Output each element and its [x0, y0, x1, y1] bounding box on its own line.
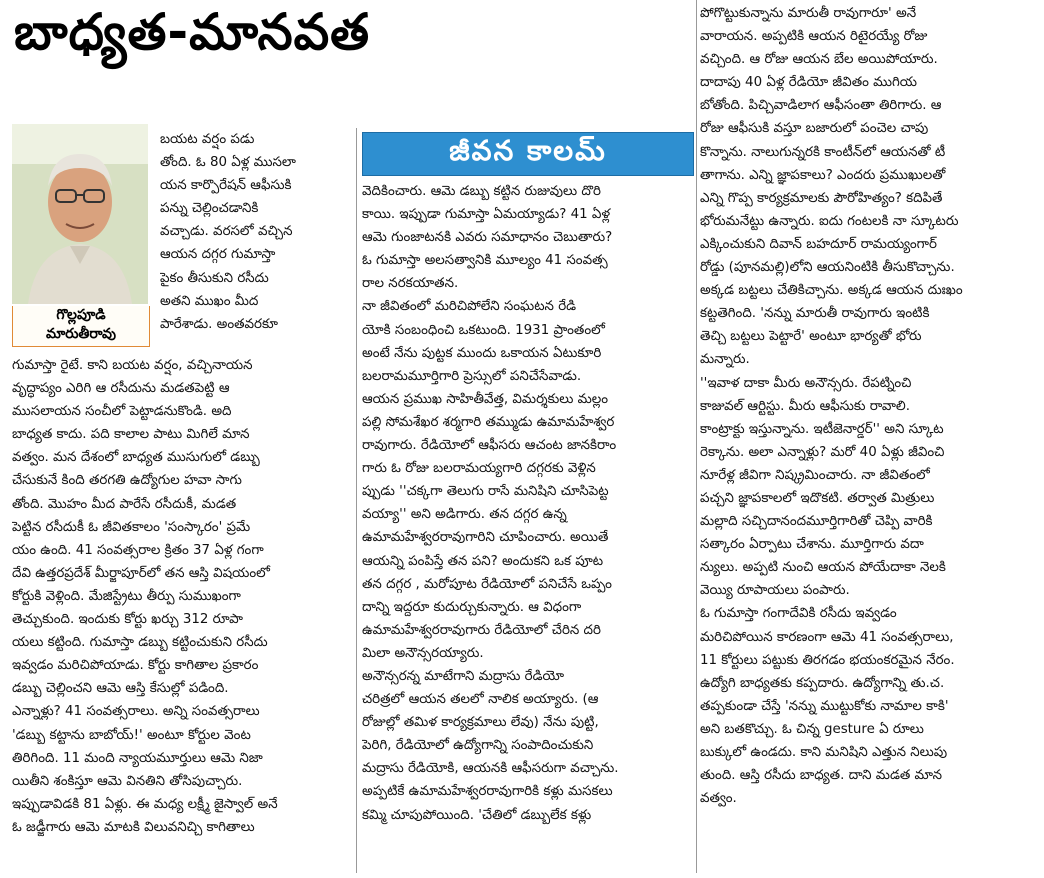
text-line: వెయ్యి రూపాయలు పంపారు. — [700, 583, 850, 599]
author-portrait — [12, 124, 148, 346]
author-caption — [12, 306, 150, 347]
text-line: యలు కట్టింది. గుమాస్తా డబ్బు కట్టించుకుని రసీదు — [12, 635, 268, 651]
column-name-badge — [362, 132, 694, 176]
text-line: యితీని శంకిస్తూ ఆమె వినతిని తోసిపుచ్చారు. — [12, 773, 243, 789]
text-line: నా జీవితంలో మరిచిపోలేని సంఘటన రేడి — [362, 299, 577, 315]
text-line: అనౌన్సరన్న మాటేగాని మద్రాసు రేడియో — [362, 668, 565, 684]
text-line: 11 కోర్టులు పట్టుకు తిరగడం భయంకరమైన నేరం. — [700, 652, 955, 668]
text-line: అక్కడ బట్టలు చేతికిచ్చాను. అక్కడ ఆయన దుఃఖం — [700, 283, 963, 299]
text-line: తన దగ్గర , మరోపూట రేడియోలో పనిచేసే ఒప్పం — [362, 576, 612, 592]
text-line: తోంది. ఓ 80 ఏళ్ల ముసలా — [160, 155, 296, 171]
text-line: రావుగారు. రేడియోలో ఆఫీసరు ఆచంట జానకిరాం — [362, 438, 617, 454]
text-line: ఉమామహేశ్వరరావుగారు రేడియోలో చేరిన దరి — [362, 622, 601, 638]
text-line: పెట్టిన రసీదుకీ ఓ జీవితకాలం 'సంస్కారం' ప్రమే — [12, 519, 251, 535]
text-line: తాగాను. ఎన్ని జ్ఞాపకాలు? ఎందరు ప్రముఖులతో — [700, 167, 946, 183]
text-line: వెదికించారు. ఆమె డబ్బు కట్టిన రుజువులు దొరి — [362, 184, 601, 199]
text-line: ఉద్యోగి బాధ్యతకు కప్పదారు. ఉద్యోగాన్ని తు.చ. — [700, 675, 945, 691]
article-headline: బాధ్యత-మానవత — [14, 3, 371, 61]
column-divider-1 — [356, 128, 357, 873]
body-column-2 — [362, 180, 692, 827]
text-line: సత్కారం ఏర్పాటు చేశాను. మూర్తిగారు వదా — [700, 537, 924, 553]
text-line: వయ్యా'' అని అడిగారు. తన దగ్గర ఉన్న — [362, 507, 567, 523]
text-line: తుంది. ఆస్తి రసీదు బాధ్యత. దాని మడత మాన — [700, 768, 942, 784]
text-line: కట్టతెగింది. 'నన్ను మారుతీ రావుగారు ఇంటికి — [700, 306, 930, 322]
author-photo-illustration — [12, 124, 148, 304]
text-line: యోకి సంబంధించి ఒకటుంది. 1931 ప్రాంతంలో — [362, 322, 605, 338]
body-column-3 — [700, 2, 1032, 810]
body-column-1-top — [160, 128, 352, 336]
text-line: వత్వం. — [700, 791, 737, 807]
text-line: దేవి ఉత్తరప్రదేశ్ మీర్జాపూర్‌లో తన ఆస్తి విషయంలో — [12, 565, 270, 581]
text-line: కాంట్రాక్టు ఇస్తున్నాను. ఇటీజెనార్డర్'' అని స్కూట — [700, 421, 944, 437]
text-line: రోజుల్లో తమిళ కార్యక్రమాలు లేవు) నేను పుట్టి, — [362, 715, 599, 731]
author-photo — [12, 124, 148, 304]
text-line: కమ్మి చూపుపోయింది. 'చేతిలో డబ్బులేక కళ్లు — [362, 807, 592, 823]
text-line: పల్లి సోమశేఖర శర్మగారి తమ్ముడు ఉమామహేశ్వర — [362, 414, 615, 430]
text-line: తోంది. మొహం మీద పారేసే రసీదుకీ, మడత — [12, 496, 237, 512]
text-line: ఇప్పుడావిడకి 81 ఏళ్లు. ఈ మధ్య లక్ష్మీ జైస్వాల్ అనే — [12, 796, 278, 812]
text-line: తిరిగింది. 11 మంది న్యాయమూర్తులు ఆమె నిజా — [12, 750, 263, 766]
text-line: యన కార్పొరేషన్ ఆఫీసుకి — [160, 178, 292, 194]
text-line: రాల నరకయాతన. — [362, 276, 459, 292]
text-line: పెరిగి, రేడియోలో ఉద్యోగాన్ని సంపాదించుకుని — [362, 738, 594, 754]
text-line: బోతోంది. పిచ్చివాడిలాగ ఆఫీసంతా తిరిగారు. ఆ — [700, 98, 942, 114]
text-line: పోగొట్టుకున్నాను మారుతీ రావుగారూ' అనే — [700, 6, 917, 21]
text-line: ప్పుడు ''చక్కగా తెలుగు రాసే మనిషిని చూసిపెట్ట — [362, 484, 609, 500]
text-line: వృద్ధాప్యం ఎరిగి ఆ రసీదును మడతపెట్టి ఆ — [12, 381, 230, 397]
text-line: రెక్కాను. అలా ఎన్నాళ్లు? మరో 40 ఏళ్లు జీవించి — [700, 444, 945, 460]
text-line: ఇవ్వడం మరిచిపోయాడు. కోర్టు కాగితాల ప్రకారం — [12, 658, 259, 674]
body-column-1-bottom — [12, 354, 352, 839]
text-line: వత్వం. మన దేశంలో బాధ్యత ముసుగులో డబ్బు — [12, 450, 260, 466]
text-line: పైకం తీసుకుని రసీదు — [160, 270, 269, 286]
text-line: అప్పటికే ఉమామహేశ్వరరావుగారికి కళ్లు మసకలు — [362, 784, 613, 800]
text-line: అని బతకొచ్చు. ఓ చిన్న gesture ఏ రూలు — [700, 721, 924, 737]
text-line: బలరామమూర్తిగారి ప్రెస్సులో పనిచేసేవాడు. — [362, 368, 582, 384]
column-name: జీవన కాలమ్ — [449, 134, 607, 167]
text-line: అతని ముఖం మీద — [160, 293, 259, 309]
text-line: మన్నారు. — [700, 352, 750, 368]
text-line: ఆమె గుంజాటనకి ఎవరు సమాధానం చెబుతారు? — [362, 230, 613, 246]
text-line: అంటే నేను పుట్టక ముందు ఒకాయన ఏటుకూరి — [362, 345, 602, 361]
text-line: మరిచిపోయిన కారణంగా ఆమె 41 సంవత్సరాలు, — [700, 629, 954, 645]
text-line: ఎక్కించుకుని దివాన్ బహదూర్ రామయ్యంగార్ — [700, 236, 937, 252]
text-line: వచ్చింది. ఆ రోజు ఆయన బేల అయిపోయారు. — [700, 52, 938, 68]
text-line: ఓ గుమాస్తా గంగాదేవికి రసీదు ఇవ్వడం — [700, 606, 897, 622]
text-line: న్యులు. అప్పటి నుంచి ఆయన పోయేదాకా నెలకి — [700, 560, 946, 576]
text-line: ఆయన ప్రముఖ సాహితీవేత్త, విమర్శకులు మల్లం — [362, 391, 609, 407]
text-line: మల్లాది సచ్చిదానందమూర్తిగారితో చెప్పి వారికి — [700, 514, 933, 530]
text-line: ఎన్ని గొప్ప కార్యక్రమాలకు పౌరోహిత్యం? కదిపితే — [700, 190, 943, 206]
text-line: కాయి. ఇప్పుడా గుమాస్తా ఏమయ్యాడు? 41 ఏళ్ల — [362, 207, 611, 223]
text-line: కాజువల్ ఆర్టిస్టు. మీరు ఆఫీసుకు రావాలి. — [700, 398, 910, 414]
text-line: కొన్నాను. నాలుగున్నరకి కాంటీన్‌లో ఆయనతో టీ — [700, 144, 946, 160]
author-name-line1: గొల్లపూడి — [56, 307, 106, 323]
text-line: నూరేళ్ల జీవిగా నిష్క్రమించారు. నా జీవితంలో — [700, 467, 930, 483]
text-line: వారాయన. అప్పటికి ఆయన రిటైరయ్యే రోజు — [700, 29, 928, 45]
text-line: ఆయన్ని పంపిస్తే తన పని? అందుకని ఒక పూట — [362, 553, 604, 569]
text-line: పచ్చని జ్ఞాపకాలలో ఇదొకటి. తర్వాత మిత్రులు — [700, 490, 935, 506]
text-line: ''ఇవాళ దాకా మీరు అనౌన్సరు. రేపట్నించి — [700, 375, 912, 391]
text-line: కోర్టుకి వెళ్లింది. మేజిస్ట్రేటు తీర్పు సుముఖంగా — [12, 588, 241, 604]
text-line: వచ్చాడు. వరసలో వచ్చిన — [160, 224, 293, 240]
text-line: మద్రాసు రేడియోకి, ఆయనకి ఆఫీసరుగా వచ్చాను. — [362, 761, 619, 777]
text-line: చేసుకునే కింది తరగతి ఉద్యోగుల హవా సాగు — [12, 473, 242, 489]
text-line: దాన్ని ఇద్దరూ కుదుర్చుకున్నారు. ఆ విధంగా — [362, 599, 582, 615]
text-line: డబ్బు చెల్లించని ఆమె ఆస్తి కేసుల్లో పడింది. — [12, 681, 229, 697]
text-line: బాధ్యత కాదు. పది కాలాల పాటు మిగిలే మాన — [12, 427, 250, 443]
text-line: తెచ్చుకుంది. ఇందుకు కోర్టు ఖర్చు 312 రూపా — [12, 612, 243, 628]
author-name-line2: మారుతీరావు — [45, 326, 117, 342]
text-line: గుమాస్తా రైటే. కాని బయట వర్షం, వచ్చినాయన — [12, 358, 253, 373]
text-line: భోరుమనేట్టు ఉన్నారు. ఐదు గంటలకి నా స్కూటరు — [700, 213, 959, 229]
text-line: చరిత్రలో ఆయన తలలో నాలిక అయ్యారు. (ఆ — [362, 692, 599, 708]
text-line: ఓ జడ్జీగారు ఆమె మాటకి విలువనిచ్చి కాగితాలు — [12, 819, 255, 835]
text-line: పన్ను చెల్లించడానికి — [160, 201, 259, 217]
text-line: బుక్కులో ఉండదు. కాని మనిషిని ఎత్తున నిలుపు — [700, 745, 948, 760]
text-line: మిలా అనౌన్సరయ్యారు. — [362, 645, 484, 661]
text-line: తప్పకుండా చేస్తే 'నన్ను ముట్టుకోకు నామాల కాకి' — [700, 698, 949, 714]
text-line: బయట వర్షం పడు — [160, 132, 255, 147]
text-line: పారేశాడు. అంతవరకూ — [160, 316, 278, 332]
text-line: దాదాపు 40 ఏళ్ల రేడియో జీవితం ముగియ — [700, 75, 917, 91]
text-line: ఓ గుమాస్తా అలసత్వానికి మూల్యం 41 సంవత్స — [362, 253, 608, 269]
text-line: ఉమామహేశ్వరరావుగారిని చూపించారు. అయితే — [362, 530, 609, 546]
text-line: ఎన్నాళ్లు? 41 సంవత్సరాలు. అన్ని సంవత్సరాలు — [12, 704, 260, 720]
text-line: తెచ్చి బట్టలు పెట్టారే' అంటూ భార్యతో భోరు — [700, 329, 922, 345]
text-line: ఆయన దగ్గర గుమాస్తా — [160, 247, 276, 263]
text-line: 'డబ్బు కట్టాను బాబోయ్!' అంటూ కోర్టుల వెంట — [12, 727, 251, 743]
text-line: గారు ఓ రోజు బలరామయ్యగారి దగ్గరకు వెళ్లిన — [362, 461, 596, 477]
text-line: రోజు ఆఫీసుకి వస్తూ బజారులో పంచెల చాపు — [700, 121, 929, 137]
text-line: ముసలాయన సంచీలో పెట్టాడనుకొండి. అది — [12, 404, 232, 420]
column-divider-2 — [696, 0, 697, 873]
text-line: యం ఉంది. 41 సంవత్సరాల క్రితం 37 ఏళ్ల గంగా — [12, 542, 264, 558]
text-line: రోడ్డు (పూనమల్లి)లోని ఆయనింటికి తీసుకొచ్చాను. — [700, 260, 955, 276]
